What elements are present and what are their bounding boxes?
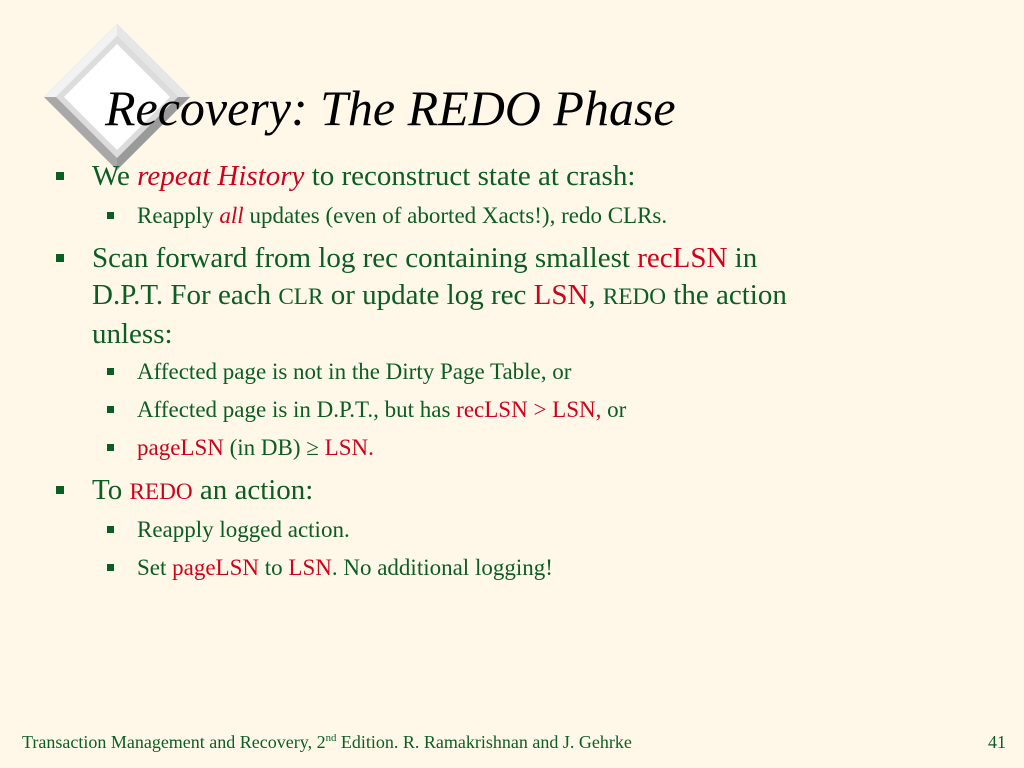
bullet-scan-forward: [92, 240, 992, 353]
highlight-text: LSN.: [324, 435, 374, 460]
text: updates (even of aborted Xacts!), redo CLRs.: [243, 203, 668, 228]
bullet-square-icon: [56, 172, 64, 180]
text: Reapply logged action.: [137, 517, 350, 542]
text: an action:: [192, 474, 314, 506]
subbullet-pagelsn-ge-lsn: [137, 434, 374, 462]
bullet-square-icon: [107, 368, 114, 375]
text: in: [727, 242, 758, 274]
text: Scan forward from log rec containing smallest: [92, 242, 638, 274]
text: (in DB) ≥: [223, 435, 325, 460]
highlight-text: pageLSN: [137, 435, 224, 460]
bullet-square-icon: [107, 526, 114, 533]
text: Reapply: [137, 203, 220, 228]
footer-text: Transaction Management and Recovery, 2: [22, 732, 326, 752]
bullet-repeat-history: [92, 158, 635, 195]
highlight-text: LSN: [533, 279, 589, 311]
highlight-text: LSN: [288, 555, 332, 580]
bullet-line: [92, 277, 992, 316]
bullet-to-redo: [92, 472, 313, 511]
bullet-line: [92, 240, 992, 277]
subbullet-set-pagelsn: [137, 554, 553, 582]
text: to reconstruct state at crash:: [304, 160, 636, 192]
text: REDO: [602, 284, 667, 310]
footer-superscript: nd: [325, 732, 337, 744]
highlight-text: repeat History: [137, 160, 305, 192]
highlight-text: REDO: [129, 479, 193, 505]
text: Set: [137, 555, 173, 580]
highlight-text: all: [219, 203, 244, 228]
text: the action: [666, 279, 787, 311]
text: or update log rec: [323, 279, 534, 311]
bullet-square-icon: [107, 212, 114, 219]
text: D.P.T. For each: [92, 279, 279, 311]
text: or: [601, 397, 627, 422]
text: We: [92, 160, 138, 192]
bullet-line: unless:: [92, 318, 173, 350]
subbullet-reapply-logged: [137, 516, 350, 544]
bullet-square-icon: [56, 486, 64, 494]
bullet-square-icon: [56, 254, 64, 262]
text: ,: [588, 279, 603, 311]
text: To: [92, 474, 130, 506]
bullet-square-icon: [107, 406, 114, 413]
text: . No additional logging!: [331, 555, 553, 580]
subbullet-reclsn-gt-lsn: [137, 396, 626, 424]
subbullet-reapply-all: [137, 202, 667, 230]
footer-text: Edition. R. Ramakrishnan and J. Gehrke: [336, 732, 632, 752]
slide-title: Recovery: The REDO Phase: [105, 80, 676, 136]
highlight-text: recLSN: [637, 242, 728, 274]
text: Affected page is not in the Dirty Page Table, or: [137, 359, 572, 384]
slide-footer: [22, 732, 632, 753]
page-number: 41: [988, 732, 1006, 752]
subbullet-not-in-dpt: [137, 358, 571, 386]
bullet-square-icon: [107, 444, 114, 451]
highlight-text: pageLSN: [172, 555, 260, 580]
text: CLR: [278, 284, 324, 310]
text: to: [259, 555, 289, 580]
bullet-square-icon: [107, 564, 114, 571]
highlight-text: recLSN > LSN,: [456, 397, 602, 422]
text: Affected page is in D.P.T., but has: [137, 397, 457, 422]
